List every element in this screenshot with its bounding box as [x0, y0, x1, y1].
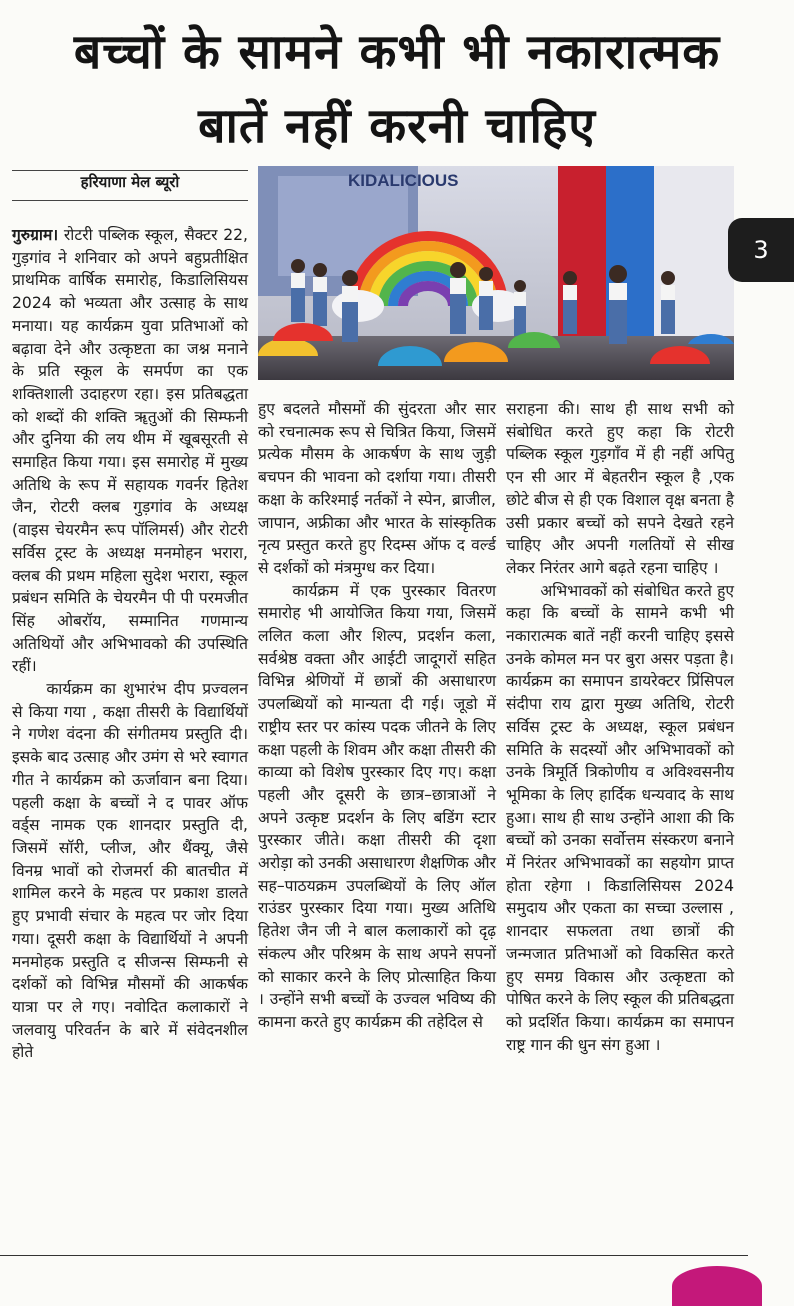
- article-column-3: [506, 398, 734, 1056]
- byline-top-rule: [12, 170, 248, 171]
- paragraph-3: हुए बदलते मौसमों की सुंदरता और सार को रचनात्मक रूप से चित्रित किया, जिसमें प्रत्येक मौसम के आकर्षण के साथ जुड़ी बचपन की भावना को दर्शाया गया। तीसरी कक्षा के करिश्माई नर्तकों ने स्पेन, ब्राजील, जापान, अफ्रीका और भारत के सांस्कृतिक नृत्य प्रस्तुत करते हुए रिदम्स ऑफ द वर्ल्ड से दर्शकों को मंत्रमुग्ध कर दिया।: [258, 400, 496, 577]
- paragraph-6: अभिभावकों को संबोधित करते हुए कहा कि बच्चों के सामने कभी भी नकारात्मक बातें नहीं करनी चाहिए इससे उनके कोमल मन पर बुरा असर पड़ता है। कार्यक्रम का समापन डायरेक्टर प्रिंसिपल संदीपा राय द्वारा मुख्य अतिथि, रोटरी सर्विस ट्रस्ट के अध्यक्ष, स्कूल प्रबंधन समिति के सदस्यों और अभिभावकों को उनके त्रिमूर्ति त्रिकोणीय व अविश्वसनीय भूमिका के लिए हार्दिक धन्यवाद के साथ हुआ। साथ ही साथ उन्होंने आशा की कि बच्चों को उनका सर्वोत्तम संस्करण बनाने में निरंतर अभिभावकों का सहयोग प्राप्त होता रहेगा । किडालिसियस 2024 समुदाय और एकता का सच्चा उल्लास , शानदार सफलता तथा छात्रों की जन्मजात प्रतिभाओं को विकसित करते हुए समग्र विकास और उत्कृष्टता को पोषित करने के लिए स्कूल की प्रतिबद्धता को प्रदर्शित किया। कार्यक्रम का समापन राष्ट्र गान की धुन संग हुआ ।: [506, 581, 734, 1054]
- paragraph-2: कार्यक्रम का शुभारंभ दीप प्रज्वलन से किया गया , कक्षा तीसरी के विद्यार्थियों ने गणेश वंदना की संगीतमय प्रस्तुति दी। इसके बाद उत्साह और उमंग से भरे स्वागत गीत ने कार्यक्रम को ऊर्जावान बना दिया। पहली कक्षा के बच्चों ने द पावर ऑफ वर्ड्स नामक एक शानदार प्रस्तुति दी, जिसमें सॉरी, प्लीज, और थैंक्यू, जैसे विनम्र भावों को रोजमर्रा की बातचीत में शामिल करने के महत्व पर प्रकाश डालते हुए प्रभावी संचार के महत्व पर जोर दिया गया। दूसरी कक्षा के विद्यार्थियों ने अपनी मनमोहक प्रस्तुति द सीजन्स सिम्फनी से दर्शकों को विभिन्न मौसमों की आकर्षक यात्रा पर ले गए। नवोदित कलाकारों ने जलवायु परिवर्तन के बारे में संवेदनशील होते: [12, 680, 248, 1062]
- byline: हरियाणा मेल ब्यूरो: [80, 173, 180, 191]
- corner-accent: [672, 1266, 762, 1306]
- paragraph-5: सराहना की। साथ ही साथ सभी को संबोधित करते हुए कहा कि रोटरी पब्लिक स्कूल गुड़गाँव में ही नहीं अपितु एन सी आर में बेहतरीन स्कूल है ,एक छोटे बीज से ही एक विशाल वृक्ष बनता है उसी प्रकार बच्चों को सपने देखते रहने चाहिए और अपनी गलतियों से सीख लेकर निरंतर आगे बढ़ते रहना चाहिए ।: [506, 400, 734, 577]
- headline-line-2: बातें नहीं करनी चाहिए: [198, 98, 596, 154]
- article-column-1: [12, 224, 248, 1064]
- article-column-2: [258, 398, 496, 1034]
- paragraph-4: कार्यक्रम में एक पुरस्कार वितरण समारोह भी आयोजित किया गया, जिसमें ललित कला और शिल्प, प्रदर्शन कला, सर्वश्रेष्ठ वक्ता और आईटी जादूगरों सहित विभिन्न श्रेणियों में छात्रों की असाधारण उपलब्धियों को मान्यता दी गई। जूडो में राष्ट्रीय स्तर पर कांस्य पदक जीतने के लिए कक्षा पहली के शिवम और कक्षा तीसरी की काव्या को विशेष पुरस्कार दिए गए। कक्षा पहली और दूसरी के छात्र–छात्राओं ने अपने उत्कृष्ट प्रदर्शन के लिए बडिंग स्टार पुरस्कार जीते। कक्षा तीसरी की दृशा अरोड़ा को उनकी असाधारण शैक्षणिक और सह–पाठयक्रम उपलब्धियों के लिए ऑल राउंडर पुरस्कार दिया गया। मुख्य अतिथि हितेश जैन जी ने बाल कलाकारों को दृढ़ संकल्प और परिश्रम के साथ अपने सपनों को साकार करने के लिए प्रोत्साहित किया । उन्होंने सभी बच्चों के उज्वल भविष्य की कामना करते हुए कार्यक्रम की तहेदिल से: [258, 581, 496, 1031]
- paragraph-1: [12, 224, 248, 678]
- bottom-rule: [0, 1255, 748, 1256]
- event-photo: [258, 166, 734, 380]
- paragraph-1-text: रोटरी पब्लिक स्कूल, सैक्टर 22, गुड़गांव ने शनिवार को अपने बहुप्रतीक्षित प्राथमिक वार्षिक समारोह, किडालिसियस 2024 को भव्यता और उत्साह के साथ मनाया। यह कार्यक्रम युवा प्रतिभाओं को बढ़ावा देने और उत्कृष्टता का जश्न मनाने के प्रति स्कूल के समर्पण का एक शक्तिशाली उदाहरण रहा। इस प्रतिबद्धता को शब्दों की शक्ति ॠतुओं की सिम्फनी और दुनिया की लय थीम में खूबसूरती से समाहित किया गया। इस समारोह में मुख्य अतिथि के रूप में सहायक गवर्नर हितेश जैन, रोटरी क्लब गुड़गांव के अध्यक्ष (वाइस चेयरमैन रूप पॉलिमर्स) और रोटरी सर्विस ट्रस्ट के अध्यक्ष मनमोहन भरारा, क्लब की प्रथम महिला सुदेश भरारा, स्कूल प्रबंधन समिति के चेयरमैन पी पी परमजीत सिंह ओबरॉय, सम्मानित गणमान्य अतिथियों और अभिभावको की उपस्थिति रहीं।: [12, 226, 248, 676]
- headline-line-1: बच्चों के सामने कभी भी नकारात्मक: [73, 24, 721, 80]
- stage-illustration: [258, 166, 734, 380]
- page-number-tab: 3: [728, 218, 794, 282]
- banner-text: KIDALICIOUS: [348, 171, 459, 190]
- dateline: गुरुग्राम।: [12, 226, 59, 244]
- byline-bottom-rule: [12, 200, 248, 201]
